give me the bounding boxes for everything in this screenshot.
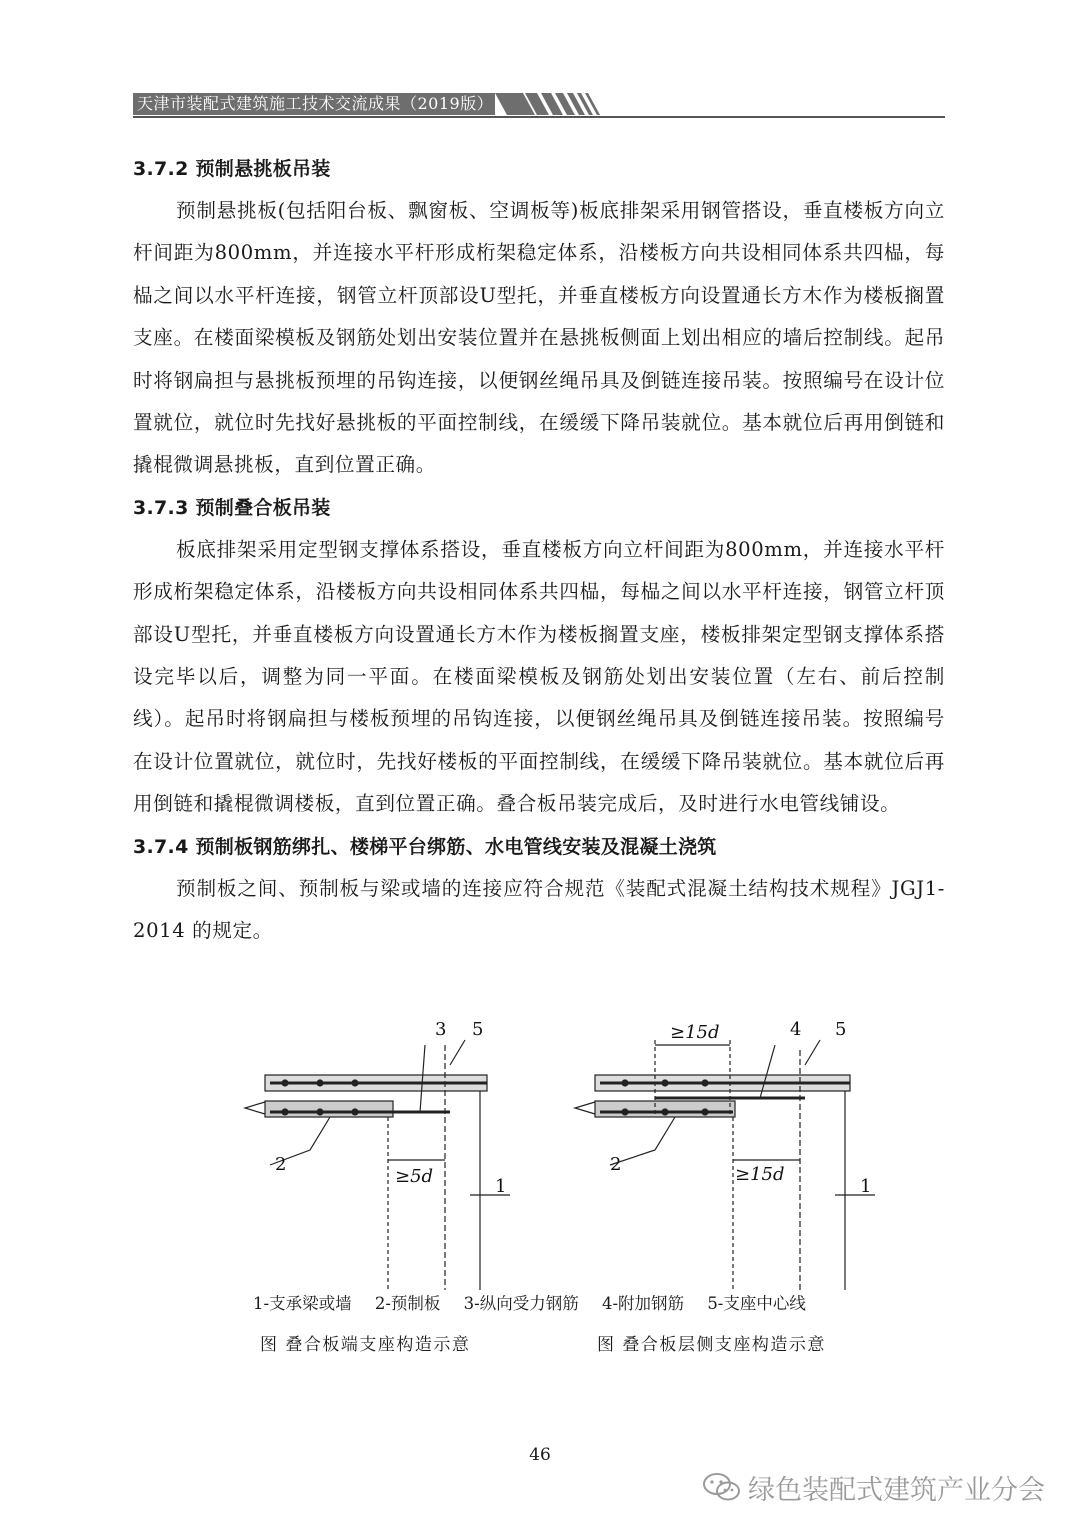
right-callout-2: 2 <box>610 1154 622 1175</box>
support-detail-figure <box>240 1010 880 1295</box>
header-rule <box>133 116 945 118</box>
figure-caption-left: 图 叠合板端支座构造示意 <box>260 1335 471 1355</box>
legend-item: 5-支座中心线 <box>707 1294 806 1313</box>
section-paragraph: 预制悬挑板(包括阳台板、飘窗板、空调板等)板底排架采用钢管搭设，垂直楼板方向立杆间距为800mm，并连接水平杆形成桁架稳定体系，沿楼板方向共设相同体系共四榀，每榀之间以水平杆连接，钢管立杆顶部设U型托，并垂直楼板方向设置通长方木作为楼板搁置支座。在楼面梁模板及钢筋处划出安装位置并在悬挑板侧面上划出相应的墙后控制线。起吊时将钢扁担与悬挑板预埋的吊钩连接，以便钢丝绳吊具及倒链连接吊装。按照编号在设计位置就位，就位时先找好悬挑板的平面控制线，在缓缓下降吊装就位。基本就位后再用倒链和撬棍微调悬挑板，直到位置正确。 <box>133 199 945 477</box>
section-heading-3-7-4: 3.7.4 预制板钢筋绑扎、楼梯平台绑筋、水电管线安装及混凝土浇筑 <box>133 835 717 858</box>
left-callout-1: 1 <box>495 1176 507 1197</box>
left-callout-2: 2 <box>275 1154 287 1175</box>
header-stripes-decoration <box>495 93 735 115</box>
legend-item: 4-附加钢筋 <box>601 1294 685 1313</box>
right-callout-1: 1 <box>860 1176 872 1197</box>
section-paragraph: 板底排架采用定型钢支撑体系搭设，垂直楼板方向立杆间距为800mm，并连接水平杆形成桁架稳定体系，沿楼板方向共设相同体系共四榀，每榀之间以水平杆连接，钢管立杆顶部设U型托，并垂直楼板方向设置通长方木作为楼板搁置支座，楼板排架定型钢支撑体系搭设完毕以后，调整为同一平面。在楼面梁模板及钢筋处划出安装位置（左右、前后控制线）。起吊时将钢扁担与楼板预埋的吊钩连接，以便钢丝绳吊具及倒链连接吊装。按照编号在设计位置就位，就位时，先找好楼板的平面控制线，在缓缓下降吊装就位。基本就位后再用倒链和撬棍微调楼板，直到位置正确。叠合板吊装完成后，及时进行水电管线铺设。 <box>133 537 945 816</box>
left-callout-5: 5 <box>472 1019 484 1040</box>
wechat-icon <box>702 1471 742 1503</box>
right-callout-4: 4 <box>790 1019 802 1040</box>
watermark <box>702 1467 1045 1507</box>
left-callout-3: 3 <box>435 1019 447 1040</box>
page-header <box>133 93 945 119</box>
figure-legend <box>253 1290 824 1314</box>
figure-caption-right: 图 叠合板层侧支座构造示意 <box>597 1335 826 1355</box>
right-dim-top-label: ≥15d <box>670 1022 720 1043</box>
section-heading-3-7-2: 3.7.2 预制悬挑板吊装 <box>133 158 331 180</box>
section-heading-3-7-3: 3.7.3 预制叠合板吊装 <box>133 496 331 519</box>
page-content <box>133 148 945 953</box>
section-paragraph: 预制板之间、预制板与梁或墙的连接应符合规范《装配式混凝土结构技术规程》JGJ1-2014 的规定。 <box>133 876 945 943</box>
page-number: 46 <box>529 1445 551 1465</box>
legend-item: 2-预制板 <box>374 1294 441 1313</box>
right-callout-5: 5 <box>835 1019 847 1040</box>
legend-item: 1-支承梁或墙 <box>253 1294 352 1313</box>
legend-item: 3-纵向受力钢筋 <box>463 1294 579 1313</box>
watermark-text: 绿色装配式建筑产业分会 <box>748 1474 1045 1506</box>
right-dim-bottom-label: ≥15d <box>735 1164 785 1185</box>
header-title: 天津市装配式建筑施工技术交流成果（2019版） <box>137 94 494 113</box>
left-dim-label: ≥5d <box>395 1166 434 1187</box>
